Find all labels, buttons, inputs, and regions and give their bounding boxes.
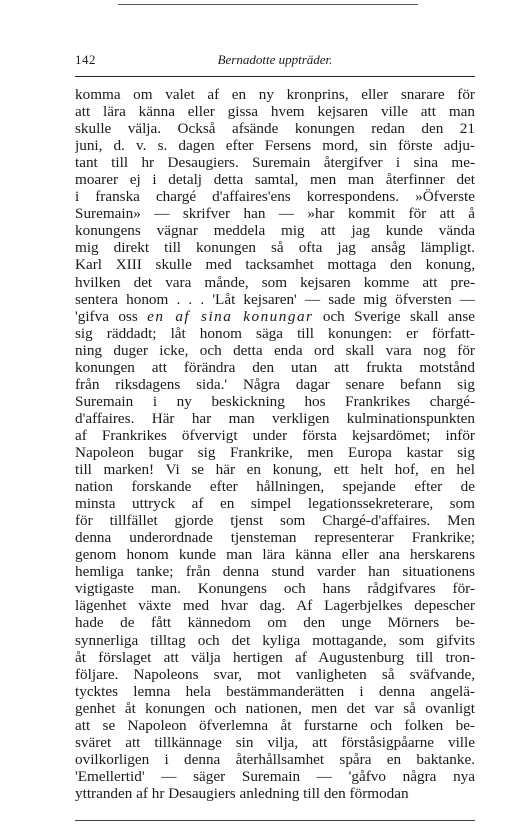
text-line: minsta uttryck af en simpel legationssekreterare, som: [75, 495, 475, 513]
text-line: sväret att tillkännage sin vilja, att förståsigpåarne ville: [75, 733, 475, 751]
header-rule: [75, 76, 475, 77]
text-line: nation forskande efter hållningen, spejande efter de: [75, 478, 475, 496]
text-line: från riksdagens sida.' Några dagar senare befann sig: [75, 375, 475, 393]
page-number: 142: [75, 52, 96, 67]
text-line: genom honom kunde man lära känna eller ana herskarens: [75, 546, 475, 564]
text-line: synnerliga tilltag och det kyliga mottagande, som gifvits: [75, 631, 475, 649]
text-line: sig räddadt; låt honom säga till konungen: er författ-: [75, 324, 475, 342]
text-line: lägenhet växte med hvar dag. Af Lagerbjelkes depescher: [75, 597, 475, 615]
text-line: konungens vägnar meddela mig att jag kunde vända: [75, 222, 475, 240]
body-text: [75, 86, 475, 802]
text-line: sentera honom . . . 'Låt kejsaren' — sade mig öfversten —: [75, 290, 475, 308]
top-edge-rule: [118, 4, 418, 5]
text-line: af Frankrikes öfvervigt under första kejsardömet; inför: [75, 426, 475, 444]
page-header: [75, 52, 475, 72]
text-line: vigtigaste man. Konungens och hans rådgifvares för-: [75, 580, 475, 598]
text-line: yttranden af hr Desaugiers anledning till den förmodan: [75, 784, 409, 802]
text-line: komma om valet af en ny kronprins, eller snarare för: [75, 86, 475, 103]
text-line: till marken! Vi se här en konung, ett helt hof, en hel: [75, 461, 475, 479]
text-line: konungen att förändra den utan att frukta motstånd: [75, 358, 475, 376]
text-line: genhet åt konungen och nationen, men det var så ovanligt: [75, 699, 475, 717]
text-line: för tillfället gjorde tjenst som Chargé-d'affaires. Men: [75, 512, 475, 530]
text-line: denna underordnade tjensteman representerar Frankrike;: [75, 529, 475, 547]
emphasized-phrase: en af sina konungar: [147, 307, 314, 325]
text-line: 'gifva oss en af sina konungar och Sverige skall anse: [75, 307, 475, 325]
text-line: tycktes lemna hela bestämmanderätten i denna angelä-: [75, 682, 475, 700]
text-line: ning duger icke, och detta enda ord skall vara nog för: [75, 341, 475, 359]
text-line: i franska chargé d'affaires'ens korrespondens. »Öfverste: [75, 188, 475, 206]
text-line: åt förslaget att välja hertigen af Augustenburg till tron-: [75, 648, 475, 666]
text-line: Suremain i ny beskickning hos Frankrikes chargé-: [75, 392, 475, 410]
text-line: Napoleon bugar sig Frankrike, men Europa kastar sig: [75, 443, 475, 461]
text-line: mig direkt till konungen så ofta jag ansåg lämpligt.: [75, 239, 475, 257]
text-line: följare. Napoleons svar, mot vanligheten så sväfvande,: [75, 665, 475, 683]
text-line: att se Napoleon öfverlemna åt furstarne och folken be-: [75, 716, 475, 734]
text-line: Suremain» — skrifver han — »har kommit för att å: [75, 205, 475, 223]
text-line: d'affaires. Här har man verkligen kulminationspunkten: [75, 409, 475, 427]
text-line: skulle välja. Också afsände konungen redan den 21: [75, 120, 475, 138]
text-line: hade de fått kännedom om den unge Mörners be-: [75, 614, 475, 632]
text-line: moarer ej i detalj detta samtal, men man återfinner det: [75, 171, 475, 189]
text-line: tant till hr Desaugiers. Suremain återgifver i sina me-: [75, 154, 475, 172]
text-line: att lära känna eller gissa hvem kejsaren ville att man: [75, 103, 475, 121]
running-head: Bernadotte uppträder.: [217, 52, 333, 67]
text-line: juni, d. v. s. dagen efter Fersens mord, sin förste adju-: [75, 137, 475, 155]
text-line: ovilkorligen i denna återhållsamhet spåra en baktanke.: [75, 750, 475, 768]
text-line: hvilken det vara månde, som kejsaren komme att pre-: [75, 273, 475, 291]
text-line: Karl XIII skulle med tacksamhet mottaga den konung,: [75, 256, 475, 274]
text-line: 'Emellertid' — säger Suremain — 'gåfvo några nya: [75, 767, 475, 785]
text-line: hemliga tanke; från denna stund varder han situationens: [75, 563, 475, 581]
bottom-rule: [75, 820, 475, 821]
